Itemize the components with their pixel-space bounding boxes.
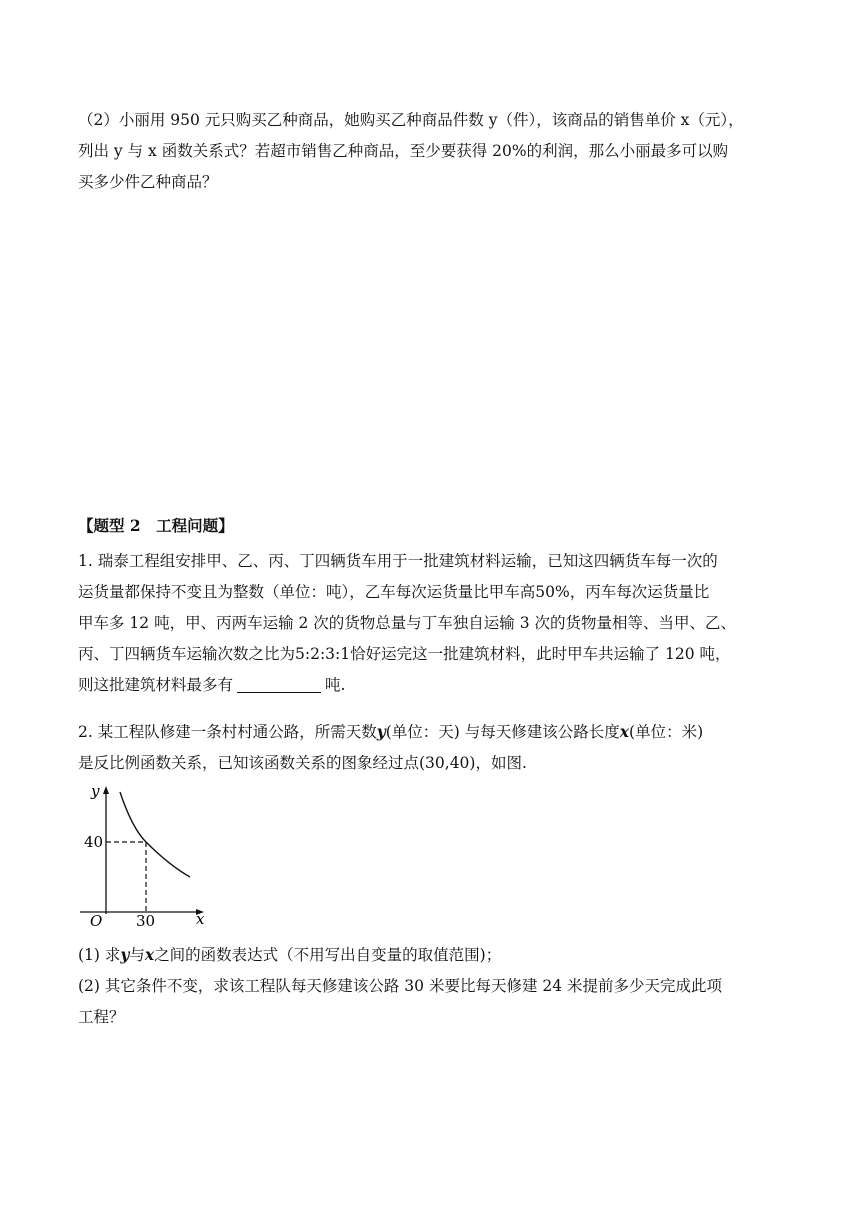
problem-2-text-b: (单位：天) 与每天修建该公路长度 [385,723,620,741]
question-2 [78,105,788,198]
problem-1-line-3: 甲车多 12 吨，甲、丙两车运输 2 次的货物总量与丁车独自运输 3 次的货物量相等、当甲、乙、 [78,614,737,632]
sub-question-1-var-y: y [120,945,130,964]
inverse-curve [120,792,190,877]
problem-1 [78,546,788,701]
problem-2-line-2: 是反比例函数关系，已知该函数关系的图象经过点(30,40)，如图. [78,754,527,772]
sub-question-1-text-a: (1) 求 [78,946,121,964]
question-2-line-1: （2）小丽用 950 元只购买乙种商品，她购买乙种商品件数 y（件），该商品的销售单价 x（元）， [78,111,744,129]
problem-1-line-4: 丙、丁四辆货车运输次数之比为5:2:3:1恰好运完这一批建筑材料，此时甲车共运输了 120 吨， [78,645,731,663]
sub-question-1-var-x: x [144,945,155,964]
variable-y: y [376,722,386,741]
x-tick-label: 30 [136,912,156,930]
problem-1-text-before-blank: 则这批建筑材料最多有 [78,676,234,694]
y-tick-label: 40 [84,833,104,851]
y-axis-arrow [103,786,109,794]
sub-question-2-line-2: 工程？ [78,1008,125,1026]
problem-1-text-after-blank: 吨. [325,676,346,694]
problem-2-line-1 [78,716,788,748]
question-2-line-3: 买多少件乙种商品？ [78,173,218,191]
section-heading: 【题型 2 工程问题】 [78,516,234,535]
variable-x: x [619,722,630,741]
problem-1-line-2: 运货量都保持不变且为整数（单位：吨），乙车每次运货量比甲车高50%，丙车每次运货量比 [78,583,710,601]
y-axis-label: y [91,782,100,800]
origin-label: O [90,912,103,930]
x-axis-label: x [196,910,205,928]
sub-question-1-text-b: 与 [129,946,145,964]
inverse-function-graph [76,780,216,930]
sub-question-1 [78,939,788,971]
problem-2-text-c: (单位：米) [629,723,704,741]
problem-2 [78,716,788,779]
sub-question-1-text-c: 之间的函数表达式（不用写出自变量的取值范围)； [154,946,502,964]
question-2-line-2: 列出 y 与 x 函数关系式？若超市销售乙种商品，至少要获得 20%的利润，那么小丽最多可以购 [78,142,729,160]
problem-2-text-a: 2. 某工程队修建一条村村通公路，所需天数 [78,723,377,741]
sub-question-2-line-1: (2) 其它条件不变，求该工程队每天修建该公路 30 米要比每天修建 24 米提前多少天完成此项 [78,977,723,995]
problem-1-line-1: 1. 瑞泰工程组安排甲、乙、丙、丁四辆货车用于一批建筑材料运输，已知这四辆货车每一次的 [78,552,718,570]
answer-blank[interactable] [237,674,321,693]
sub-questions [78,939,788,1033]
problem-1-line-5 [78,670,788,701]
